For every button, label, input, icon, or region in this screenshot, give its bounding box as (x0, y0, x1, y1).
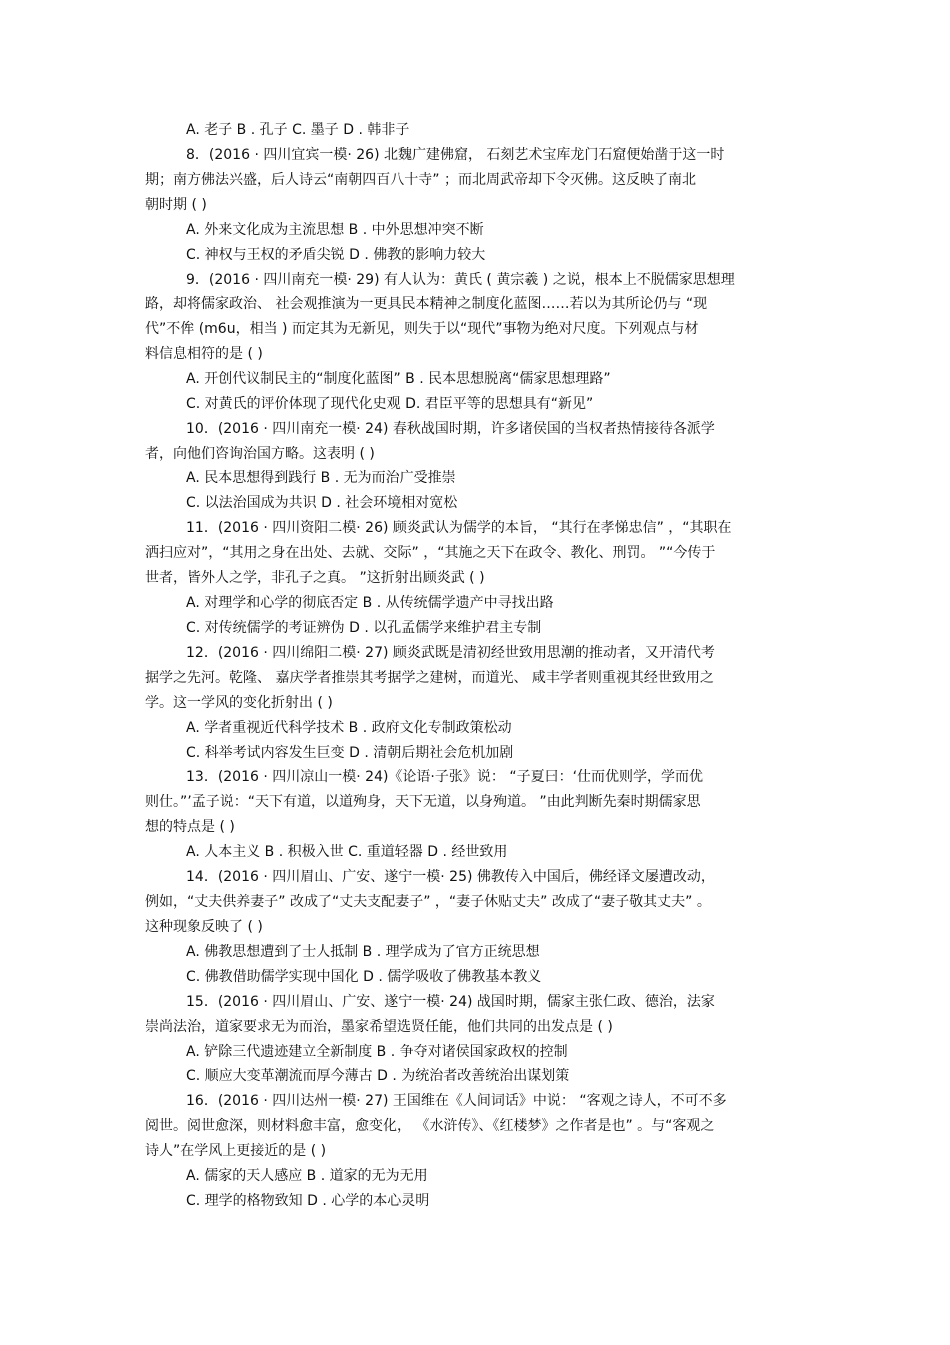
text-line: A. 民本思想得到践行 B . 无为而治广受推崇 (186, 470, 456, 486)
text-line: 据学之先河。乾隆、 嘉庆学者推崇其考据学之建树，而道光、 咸丰学者则重视其经世致用之 (145, 670, 714, 686)
text-line: 这种现象反映了 ( ) (145, 919, 263, 935)
text-line: A. 人本主义 B . 积极入世 C. 重道轻器 D . 经世致用 (186, 844, 508, 860)
text-line: A. 老子 B . 孔子 C. 墨子 D . 韩非子 (186, 122, 410, 138)
text-line: C. 神权与王权的矛盾尖锐 D . 佛教的影响力较大 (186, 247, 486, 263)
text-line: 朝时期 ( ) (145, 197, 207, 213)
text-line: C. 理学的格物致知 D . 心学的本心灵明 (186, 1193, 430, 1209)
text-line: C. 以法治国成为共识 D . 社会环境相对宽松 (186, 495, 458, 511)
text-line: 诗人”在学风上更接近的是 ( ) (145, 1143, 327, 1159)
text-line: 10．(2016 · 四川南充一模· 24) 春秋战国时期，许多诸侯国的当权者热情接待各派学 (186, 421, 715, 437)
text-line: 12．(2016 · 四川绵阳二模· 27) 顾炎武既是清初经世致用思潮的推动者，又开清代考 (186, 645, 715, 661)
text-line: C. 对传统儒学的考证辨伪 D . 以孔孟儒学来维护君主专制 (186, 620, 542, 636)
text-line: 期；南方佛法兴盛，后人诗云“南朝四百八十寺” ；而北周武帝却下令灭佛。这反映了南北 (145, 172, 696, 188)
text-line: A. 对理学和心学的彻底否定 B . 从传统儒学遗产中寻找出路 (186, 595, 554, 611)
text-line: 者，向他们咨询治国方略。这表明 ( ) (145, 446, 375, 462)
text-line: 代”不侔 (m6u，相当 ) 而定其为无新见，则失于以“现代”事物为绝对尺度。下列观点与材 (145, 321, 699, 337)
text-line: 洒扫应对”，“其用之身在出处、去就、交际” ，“其施之天下在政令、教化、刑罚。 ”“今传于 (145, 545, 716, 561)
text-line: 阅世。阅世愈深，则材料愈丰富，愈变化， 《水浒传》、《红楼梦》之作者是也” 。与“客观之 (145, 1118, 715, 1134)
text-line: 路，却将儒家政治、 社会观推演为一更具民本精神之制度化蓝图……若以为其所论仍与 “现 (145, 296, 708, 312)
text-line: A. 儒家的天人感应 B . 道家的无为无用 (186, 1168, 428, 1184)
text-line: 想的特点是 ( ) (145, 819, 235, 835)
text-line: 15．(2016 · 四川眉山、广安、遂宁一模· 24) 战国时期，儒家主张仁政、德治，法家 (186, 994, 715, 1010)
text-line: 崇尚法治，道家要求无为而治，墨家希望选贤任能，他们共同的出发点是 ( ) (145, 1019, 613, 1035)
text-line: 11．(2016 · 四川资阳二模· 26) 顾炎武认为儒学的本旨， “其行在孝悌忠信” ，“其职在 (186, 520, 732, 536)
text-line: A. 佛教思想遭到了士人抵制 B . 理学成为了官方正统思想 (186, 944, 540, 960)
text-line: 8．(2016 · 四川宜宾一模· 26) 北魏广建佛窟， 石刻艺术宝库龙门石窟便始凿于这一时 (186, 147, 725, 163)
text-line: 13．(2016 · 四川凉山一模· 24)《论语·子张》说： “子夏曰：‘仕而优则学，学而优 (186, 769, 704, 785)
text-line: 学。这一学风的变化折射出 ( ) (145, 695, 333, 711)
text-line: 世者，皆外人之学，非孔子之真。 ”这折射出顾炎武 ( ) (145, 570, 485, 586)
text-line: A. 学者重视近代科学技术 B . 政府文化专制政策松动 (186, 720, 512, 736)
text-line: 料信息相符的是 ( ) (145, 346, 263, 362)
text-line: A. 铲除三代遗迹建立全新制度 B . 争夺对诸侯国家政权的控制 (186, 1044, 568, 1060)
text-line: 例如，“丈夫供养妻子” 改成了“丈夫支配妻子” ，“妻子休贴丈夫” 改成了“妻子敬其丈夫” 。 (145, 894, 711, 910)
text-line: C. 对黄氏的评价体现了现代化史观 D. 君臣平等的思想具有“新见” (186, 396, 594, 412)
text-line: A. 开创代议制民主的“制度化蓝图” B . 民本思想脱离“儒家思想理路” (186, 371, 611, 387)
text-line: C. 佛教借助儒学实现中国化 D . 儒学吸收了佛教基本教义 (186, 969, 542, 985)
text-line: A. 外来文化成为主流思想 B . 中外思想冲突不断 (186, 222, 484, 238)
text-line: 则仕。”’孟子说：“天下有道，以道殉身，天下无道，以身殉道。 ”由此判断先秦时期儒家思 (145, 794, 701, 810)
text-line: 16．(2016 · 四川达州一模· 27) 王国维在《人间词话》中说： “客观之诗人，不可不多 (186, 1093, 727, 1109)
text-line: 9．(2016 · 四川南充一模· 29) 有人认为：黄氏 ( 黄宗羲 ) 之说，根本上不脱儒家思想理 (186, 272, 735, 288)
text-line: C. 顺应大变革潮流而厚今薄古 D . 为统治者改善统治出谋划策 (186, 1068, 570, 1084)
text-line: C. 科举考试内容发生巨变 D . 清朝后期社会危机加剧 (186, 745, 514, 761)
text-line: 14．(2016 · 四川眉山、广安、遂宁一模· 25) 佛教传入中国后，佛经译文屡遭改动， (186, 869, 715, 885)
